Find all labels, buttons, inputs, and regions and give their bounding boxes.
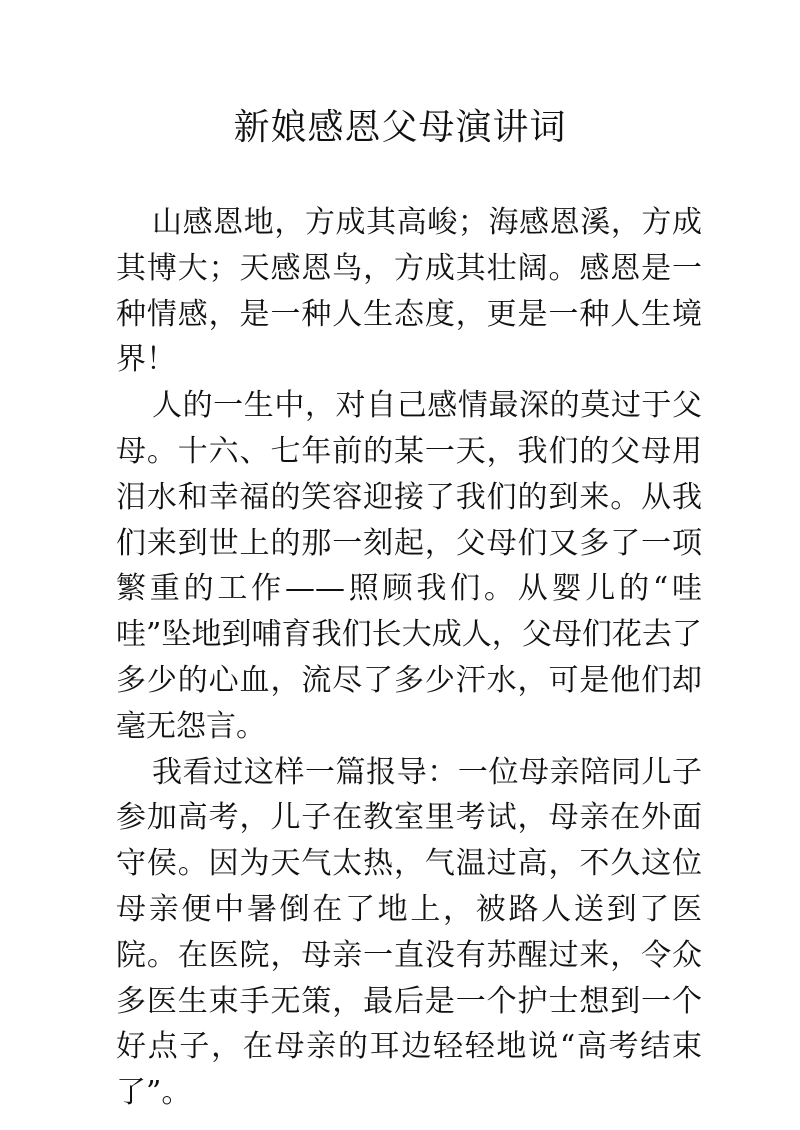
document-title: 新娘感恩父母演讲词 bbox=[233, 107, 567, 148]
document-body bbox=[116, 200, 702, 1116]
paragraph-1: 山感恩地，方成其高峻；海感恩溪，方成其博大；天感恩鸟，方成其壮阔。感恩是一种情感，是一种人生态度，更是一种人生境界！ bbox=[116, 205, 702, 378]
paragraph-2: 人的一生中，对自己感情最深的莫过于父母。十六、七年前的某一天，我们的父母用泪水和幸福的笑容迎接了我们的到来。从我们来到世上的那一刻起，父母们又多了一项繁重的工作——照顾我们。从婴儿的“哇哇”坠地到哺育我们长大成人，父母们花去了多少的心血，流尽了多少汗水，可是他们却毫无怨言。 bbox=[116, 388, 702, 744]
paragraph-3: 我看过这样一篇报导：一位母亲陪同儿子参加高考，儿子在教室里考试，母亲在外面守侯。因为天气太热，气温过高，不久这位母亲便中暑倒在了地上，被路人送到了医院。在医院，母亲一直没有苏醒过来，令众多医生束手无策，最后是一个护士想到一个好点子，在母亲的耳边轻轻地说“高考结束了”。 bbox=[116, 754, 702, 1111]
